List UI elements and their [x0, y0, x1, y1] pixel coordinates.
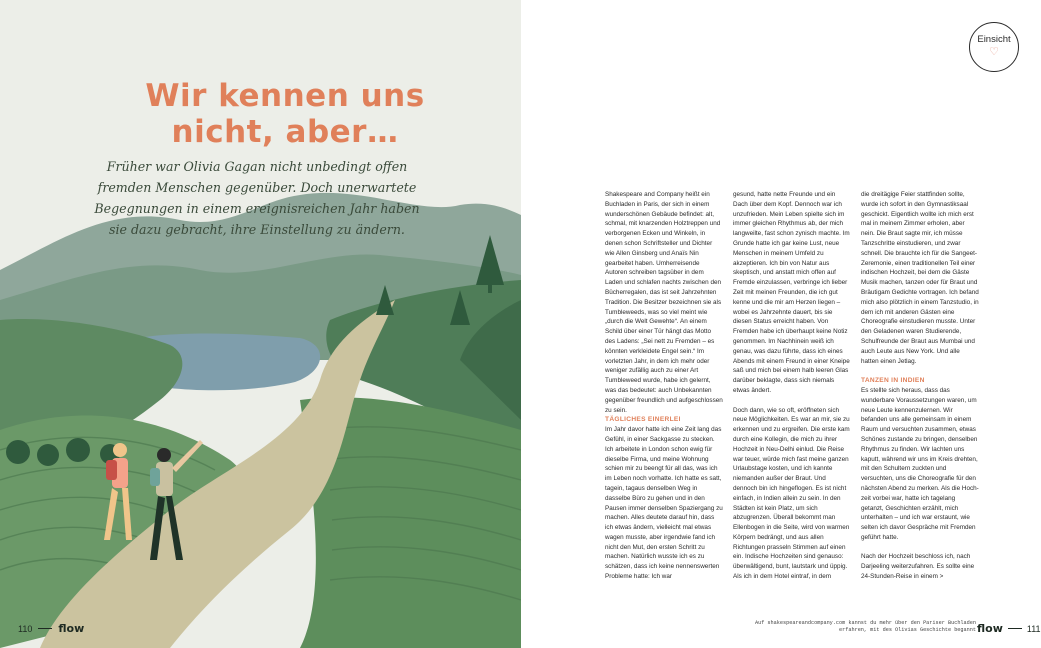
text-column-1 [605, 190, 723, 582]
subheading: TANZEN IN INDIEN [861, 377, 925, 385]
headline: Wir kennen uns nicht, aber… [145, 78, 425, 150]
footnote: Auf shakespeareandcompany.com kannst du mehr über den Pariser Buchladen erfahren, mit des Olivias Geschichte begannt [754, 620, 976, 633]
brand-logo-right: flow [977, 622, 1003, 635]
folio-left [18, 622, 84, 635]
subheading: TÄGLICHES EINERLEI [605, 416, 681, 424]
folio-rule [38, 628, 52, 629]
section-badge [969, 22, 1019, 72]
right-page [521, 0, 1041, 648]
paragraph: gesund, hatte nette Freunde und ein Dach über dem Kopf. Dennoch war ich unzufrieden. Mein Leben spielte sich im immer gleichen Rhythmus ab, der mich langweilte, fast schon zynisch machte. Im Grunde hatte ich gar keine Lust, neue Menschen in meinem Umfeld zu akzeptieren. Ich bin von Natur aus skeptisch, und anstatt mich offen auf Fremde einzulassen, verbringe ich lieber Zeit mit meinen Freunden, die ich gut kenne und die mir am Herzen liegen – wobei es Jahrzehnte dauert, bis sie diesen Status erreicht haben. Von Fremden habe ich überhaupt keine Notiz genommen. Im Nachhinein weiß ich genau, was dazu führte, dass ich eines Abends mit einem Freund in einer Kneipe saß und mich bei einem halb leeren Glas darüber beklagte, dass sich niemals etwas ändert. [733, 191, 850, 394]
intro-text: Früher war Olivia Gagan nicht unbedingt offen fremden Menschen gegenüber. Doch unerwartete Begegnungen in einem ereignisreichen Jahr haben sie dazu gebracht, ihre Einstellung zu ändern. [94, 159, 420, 237]
heart-icon: ♡ [989, 45, 999, 58]
folio-right [977, 622, 1041, 635]
brand-logo-left: flow [58, 622, 85, 635]
text-column-2 [733, 190, 851, 582]
paragraph: Shakespeare and Company heißt ein Buchladen in Paris, der sich in einem wunderschönen Gebäude befindet: alt, schmal, mit knarzenden Holztreppen und verborgenen Ecken und Winkeln, in denen schon Schriftsteller und Dichter wie Allen Ginsberg und Anaïs Nin gearbeitet haben. Umherreisende Autoren schreiben tagsüber in dem Laden und schlafen nachts zwischen den Bücherregalen, das ist seit Jahrzehnten Tradition. Die Besitzer bezeichnen sie als Tumbleweeds, was so viel meint wie „durch die Welt Gewehte“. An einem Schild über einer Tür hängt das Motto des Ladens: „Sei nett zu Fremden – es könnten verkleidete Engel sein.“ Im vorletzten Jahr, in dem ich mehr oder weniger zufällig auch zu einer Art Tumbleweed wurde, habe ich gelernt, was das bedeutet: auch Unbekannten gegenüber freundlich und aufgeschlossen zu sein. [605, 191, 723, 414]
text-column-3 [861, 190, 979, 582]
paragraph: Nach der Hochzeit beschloss ich, nach Darjeeling weiterzufahren. Es sollte eine 24-Stunden-Reise in einem > [861, 553, 975, 581]
page-number-left: 110 [18, 623, 33, 634]
paragraph: Im Jahr davor hatte ich eine Zeit lang das Gefühl, in einer Sackgasse zu stecken. Ich arbeitete in London schon ewig für dieselbe Firma, und meine Wohnung schien mir zu beengt für all das, was ich im Leben noch vorhatte. Ich hatte es satt, tagein, tagaus denselben Weg in dasselbe Büro zu gehen und in den Pausen immer denselben Spaziergang zu machen. Alles deutete darauf hin, dass ich etwas ändern, vielleicht mal etwas wagen musste, aber irgendwie fand ich nicht den Mut, den ersten Schritt zu machen. Natürlich wusste ich es zu schätzen, dass ich keine nennenswerten Probleme hatte: Ich war [605, 426, 723, 581]
folio-rule [1008, 628, 1022, 629]
paragraph: Doch dann, wie so oft, eröffneten sich neue Möglichkeiten. Es war an mir, sie zu erkennen und zu ergreifen. Die erste kam durch eine Kollegin, die mich zu ihrer Hochzeit in Neu-Delhi einlud. Die Reise war teuer, würde mich fast meine ganzen Urlaubstage kosten, und ich kannte niemanden außer der Braut. Und dennoch bin ich hingeflogen. Es ist nicht einfach, in Indien allein zu sein. In den Städten ist kein Platz, um sich abzugrenzen. Überall bekommt man Ellenbogen in die Seite, wird von warmen Körpern bedrängt, und aus allen Richtungen prasseln Stimmen auf einen ein. Indische Hochzeiten sind genauso: überwältigend, bunt, lautstark und üppig. Als ich in dem Hotel eintraf, in dem [733, 406, 850, 581]
paragraph: die dreitägige Feier stattfinden sollte, wurde ich sofort in den Gymnastiksaal geschickt. Eigentlich wollte ich mich erst mal in meinem Zimmer erholen, aber nein. Die Braut sagte mir, ich müsse Tanzschritte einstudieren, und zwar schnell. Die brauchte ich für die Sangeet-Zeremonie, einen traditionellen Teil einer indischen Hochzeit, bei dem die Gäste Musik machen, tanzen oder für Braut und Bräutigam Gedichte vortragen. Ich befand mich also plötzlich in einem Tanzstudio, in dem ich mit anderen Gästen eine Choreografie einstudieren musste. Unter den Geladenen waren Studierende, Schulfreunde der Braut aus Mumbai und auch Leute aus New York. Und alle hatten einen Jetlag. [861, 191, 979, 365]
page-number-right: 111 [1026, 623, 1041, 634]
section-badge-label: Einsicht [977, 33, 1011, 45]
paragraph: Es stellte sich heraus, dass das wunderbare Voraussetzungen waren, um neue Leute kennenzulernen. Wir befanden uns alle gemeinsam in einem Raum und versuchten zusammen, etwas Schönes zustande zu bringen, denselben Rhythmus zu finden. Wir lachten uns kaputt, während wir uns im Kreis drehten, mit den Schultern zuckten und versuchten, uns die Choreografie für den nächsten Abend zu merken. Als die Hochzeit vorbei war, hatte ich tagelang getanzt, Geschichten erzählt, mich unterhalten – und ich war erstaunt, wie selten ich davor Gespräche mit Fremden geführt hatte. [861, 386, 979, 541]
